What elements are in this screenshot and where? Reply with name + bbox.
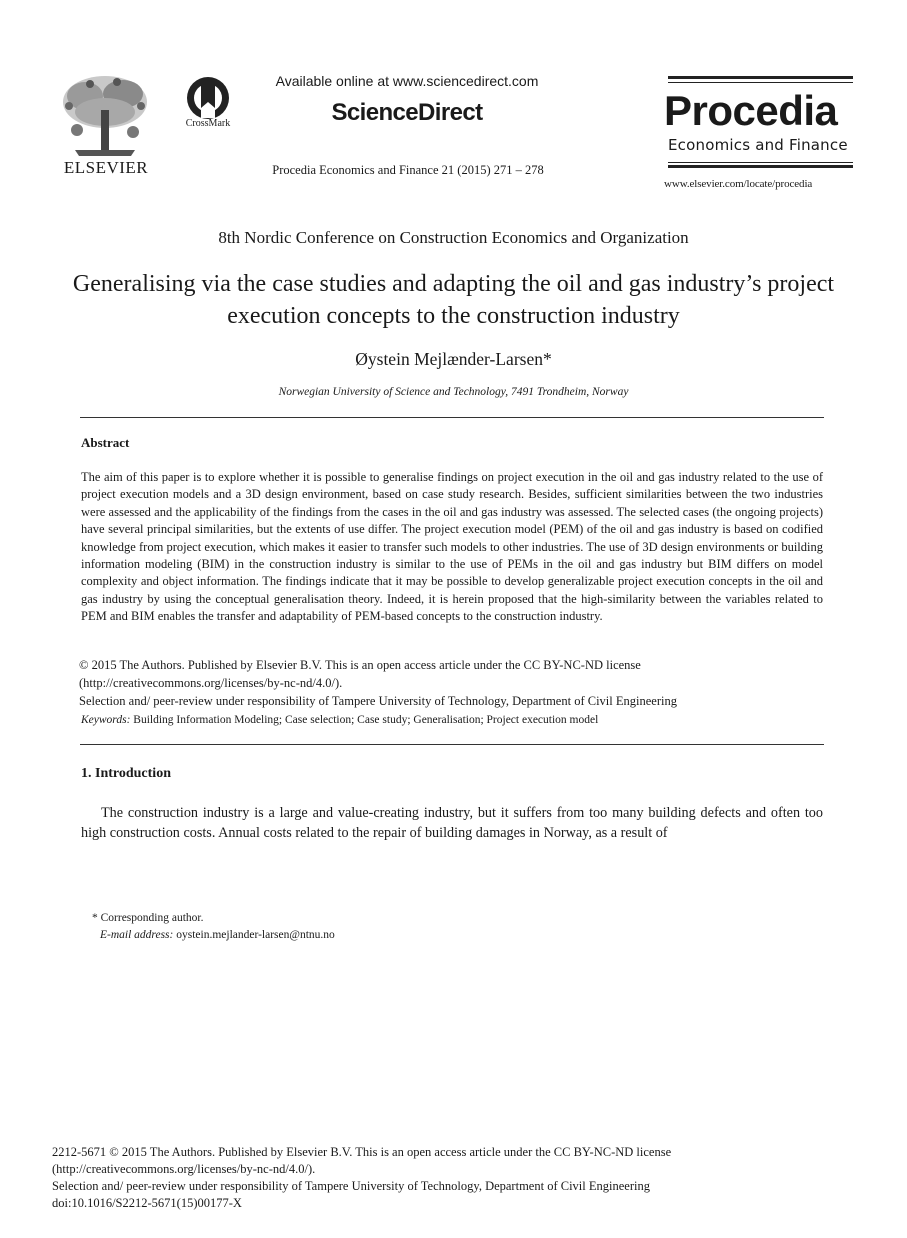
peer-review-line: Selection and/ peer-review under responsibility of Tampere University of Technology, Department of Civil Engineering (79, 694, 677, 708)
doi[interactable]: doi:10.1016/S2212-5671(15)00177-X (52, 1196, 242, 1210)
issn-license-line: 2212-5671 © 2015 The Authors. Published by Elsevier B.V. This is an open access article under the CC BY-NC-ND license (52, 1145, 672, 1159)
section-heading-introduction: 1. Introduction (81, 766, 171, 781)
crossmark-label: CrossMark (185, 118, 231, 129)
journal-reference: Procedia Economics and Finance 21 (2015) 271 – 278 (272, 163, 544, 177)
procedia-rule (668, 76, 853, 79)
procedia-rule (668, 82, 853, 83)
author-name: Øystein Mejlænder-Larsen* (355, 349, 552, 369)
divider (80, 417, 824, 418)
peer-review-line: Selection and/ peer-review under responsibility of Tampere University of Technology, Department of Civil Engineering (52, 1179, 650, 1193)
article-title: Generalising via the case studies and adapting the oil and gas industry’s project execution concepts to the construction industry (72, 271, 835, 329)
keywords-label: Keywords: (81, 714, 131, 726)
conference-name: 8th Nordic Conference on Construction Economics and Organization (218, 228, 689, 247)
corresponding-author-note: * Corresponding author. (92, 912, 204, 924)
license-block (79, 656, 824, 710)
keywords (81, 714, 823, 726)
procedia-rule (668, 165, 853, 168)
sciencedirect-wordmark: ScienceDirect (331, 99, 483, 126)
publication-info (52, 1144, 772, 1212)
author-affiliation: Norwegian University of Science and Technology, 7491 Trondheim, Norway (278, 386, 629, 398)
email-label: E-mail address: (100, 929, 174, 941)
elsevier-wordmark: ELSEVIER (63, 158, 149, 177)
introduction-body: The construction industry is a large and value-creating industry, but it suffers from too many building defects and often too high construction costs. Annual costs related to the repair of building damages in Norway, as a result of (81, 805, 823, 841)
procedia-url-link[interactable]: www.elsevier.com/locate/procedia (664, 178, 813, 190)
abstract-body: The aim of this paper is to explore whether it is possible to generalise findings on project execution in the oil and gas industry related to the use of project execution models and a 3D design environment, based on case study research. Besides, sufficient similarities between the two industries were assessed and the applicability of the findings from the cases in the oil and gas industry was assessed. The selected cases (the ongoing projects) have several principal similarities, but the extents of use differ. The project execution model (PEM) of the oil and gas industry is based on codified knowledge from project execution, which makes it easier to transfer such models to other industries. The use of 3D design environments or building information modeling (BIM) in the construction industry is similar to the use of PEMs in the oil and gas industry but BIM differs on model complexity and object information. The findings indicate that it may be possible to develop generalizable project execution concepts in the oil and gas industry by using the conceptual generalisation theory. Indeed, it is herein proposed that the high-similarity between the variables related to PEM and BIM enables the transfer and adaptability of PEM-based concepts to the construction industry. (81, 470, 823, 624)
divider (80, 744, 824, 745)
available-online-text: Available online at www.sciencedirect.com (275, 73, 539, 89)
abstract-heading: Abstract (81, 435, 130, 450)
keywords-list: Building Information Modeling; Case selection; Case study; Generalisation; Project execution model (130, 714, 599, 726)
license-line: © 2015 The Authors. Published by Elsevier B.V. This is an open access article under the CC BY-NC-ND license (79, 658, 641, 672)
email-address[interactable]: oystein.mejlander-larsen@ntnu.no (173, 929, 335, 941)
procedia-rule (668, 162, 853, 163)
license-link[interactable]: (http://creativecommons.org/licenses/by-nc-nd/4.0/). (52, 1162, 316, 1176)
footnote (92, 910, 335, 944)
procedia-wordmark: Procedia (664, 87, 838, 134)
procedia-subtitle: Economics and Finance (668, 136, 848, 154)
license-link[interactable]: (http://creativecommons.org/licenses/by-nc-nd/4.0/). (79, 676, 343, 690)
